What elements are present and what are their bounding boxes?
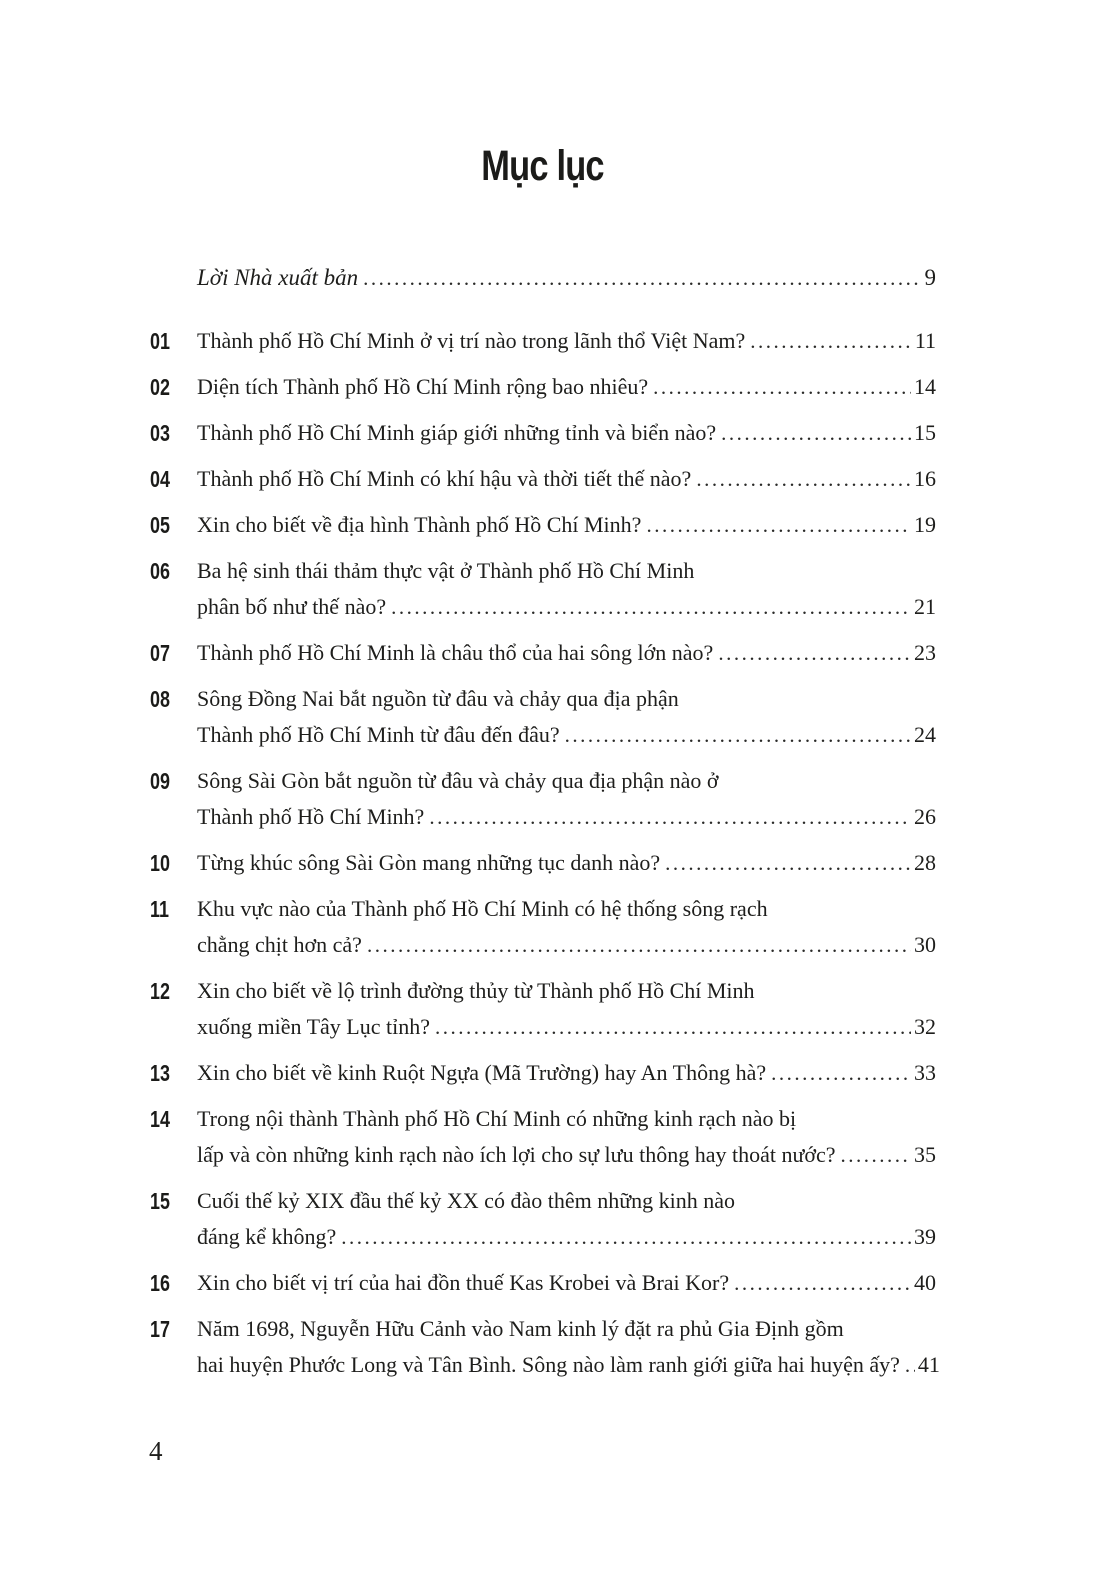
entry-line <box>197 635 936 671</box>
entry-line <box>197 799 936 835</box>
entry-line <box>197 1101 936 1137</box>
entry-text: lấp và còn những kinh rạch nào ích lợi cho sự lưu thông hay thoát nước? <box>197 1142 836 1167</box>
entry-page-number: 14 <box>914 374 936 399</box>
entry-line <box>197 681 936 717</box>
front-matter-page: 9 <box>924 265 936 290</box>
entry-text: Sông Sài Gòn bắt nguồn từ đâu và chảy qua địa phận nào ở <box>197 768 719 793</box>
entry-body <box>197 461 936 497</box>
entry-body <box>197 1265 936 1301</box>
entry-line <box>197 323 936 359</box>
entry-number: 12 <box>150 978 170 1004</box>
toc-entry <box>150 1055 936 1091</box>
dot-leader <box>718 635 911 671</box>
entry-body <box>197 681 936 753</box>
dot-leader <box>646 507 911 543</box>
entry-text: Thành phố Hồ Chí Minh giáp giới những tỉnh và biển nào? <box>197 420 717 445</box>
toc-entry <box>150 763 936 835</box>
entry-body <box>197 1311 940 1383</box>
entry-line <box>197 717 936 753</box>
entry-page-number: 28 <box>914 850 936 875</box>
entry-body <box>197 1183 936 1255</box>
entry-line <box>197 1183 936 1219</box>
entry-text: Xin cho biết về lộ trình đường thủy từ Thành phố Hồ Chí Minh <box>197 978 755 1003</box>
entry-body <box>197 891 936 963</box>
entry-line <box>197 461 936 497</box>
entry-number: 11 <box>150 896 169 922</box>
entry-number: 10 <box>150 850 170 876</box>
toc-entry <box>150 635 936 671</box>
entry-text: Năm 1698, Nguyễn Hữu Cảnh vào Nam kinh lý đặt ra phủ Gia Định gồm <box>197 1316 844 1341</box>
entry-text: Cuối thế kỷ XIX đầu thế kỷ XX có đào thêm những kinh nào <box>197 1188 736 1213</box>
entry-body <box>197 507 936 543</box>
entry-text: chằng chịt hơn cả? <box>197 932 362 957</box>
entry-line <box>197 763 936 799</box>
dot-leader <box>771 1055 911 1091</box>
dot-leader <box>429 799 911 835</box>
entry-text: phân bố như thế nào? <box>197 594 387 619</box>
dot-leader <box>734 1265 911 1301</box>
entry-body <box>197 635 936 671</box>
entry-line <box>197 369 936 405</box>
entry-text: hai huyện Phước Long và Tân Bình. Sông nào làm ranh giới giữa hai huyện ấy? <box>197 1352 900 1377</box>
toc-entry <box>150 1311 940 1383</box>
entry-number: 05 <box>150 512 170 538</box>
entry-line <box>197 1137 936 1173</box>
entry-number: 13 <box>150 1060 170 1086</box>
entry-text: xuống miền Tây Lục tỉnh? <box>197 1014 430 1039</box>
toc-entry <box>150 415 936 451</box>
toc-entry <box>150 1265 936 1301</box>
entry-text: Xin cho biết về địa hình Thành phố Hồ Chí Minh? <box>197 512 642 537</box>
front-matter-entry <box>150 260 936 296</box>
entry-text: đáng kể không? <box>197 1224 337 1249</box>
front-matter-label: Lời Nhà xuất bản <box>197 265 359 290</box>
toc-entry <box>150 461 936 497</box>
page-title: Mục lục <box>481 142 605 190</box>
entry-body <box>197 973 936 1045</box>
dot-leader <box>696 461 911 497</box>
entry-number: 02 <box>150 374 170 400</box>
entry-number: 09 <box>150 768 170 794</box>
entry-body <box>197 323 936 359</box>
entry-number: 07 <box>150 640 170 666</box>
entry-body <box>197 1101 936 1173</box>
entry-body <box>197 1055 936 1091</box>
entry-body <box>197 369 936 405</box>
toc-entry <box>150 553 936 625</box>
entry-text: Khu vực nào của Thành phố Hồ Chí Minh có hệ thống sông rạch <box>197 896 768 921</box>
footer-page-number: 4 <box>149 1436 163 1466</box>
toc-entry <box>150 369 936 405</box>
toc-entry <box>150 845 936 881</box>
dot-leader <box>565 717 911 753</box>
entry-number: 08 <box>150 686 170 712</box>
entry-text: Diện tích Thành phố Hồ Chí Minh rộng bao nhiêu? <box>197 374 649 399</box>
entry-page-number: 33 <box>914 1060 936 1085</box>
entry-text: Thành phố Hồ Chí Minh là châu thổ của hai sông lớn nào? <box>197 640 714 665</box>
entry-page-number: 15 <box>914 420 936 445</box>
entry-text: Trong nội thành Thành phố Hồ Chí Minh có những kinh rạch nào bị <box>197 1106 797 1131</box>
dot-leader <box>905 1347 915 1383</box>
entry-line <box>197 1009 936 1045</box>
dot-leader <box>367 927 911 963</box>
entry-text: Xin cho biết về kinh Ruột Ngựa (Mã Trường) hay An Thông hà? <box>197 1060 767 1085</box>
toc-content <box>150 0 940 1393</box>
entry-body <box>197 553 936 625</box>
toc-entry <box>150 1101 936 1173</box>
entry-line <box>197 1347 940 1383</box>
entry-page-number: 21 <box>914 594 936 619</box>
entry-line <box>197 553 936 589</box>
entry-page-number: 30 <box>914 932 936 957</box>
toc-entry <box>150 507 936 543</box>
entry-number: 04 <box>150 466 170 492</box>
entry-number: 14 <box>150 1106 170 1132</box>
entry-body <box>197 763 936 835</box>
dot-leader <box>665 845 911 881</box>
entry-line <box>197 415 936 451</box>
dot-leader <box>363 260 921 296</box>
entry-text: Thành phố Hồ Chí Minh ở vị trí nào trong lãnh thổ Việt Nam? <box>197 328 746 353</box>
entry-page-number: 35 <box>914 1142 936 1167</box>
entry-page-number: 39 <box>914 1224 936 1249</box>
dot-leader <box>341 1219 911 1255</box>
entry-page-number: 26 <box>914 804 936 829</box>
toc-entry <box>150 323 936 359</box>
entry-line <box>197 507 936 543</box>
entry-text: Xin cho biết vị trí của hai đồn thuế Kas Krobei và Brai Kor? <box>197 1270 730 1295</box>
entry-number: 03 <box>150 420 170 446</box>
toc-entry <box>150 973 936 1045</box>
entry-line <box>197 589 936 625</box>
entry-line <box>197 927 936 963</box>
entry-page-number: 40 <box>914 1270 936 1295</box>
entry-body <box>197 845 936 881</box>
entry-page-number: 41 <box>917 1352 940 1377</box>
entry-line <box>197 1055 936 1091</box>
entry-number: 17 <box>150 1316 170 1342</box>
entry-line <box>197 845 936 881</box>
toc-entry <box>150 681 936 753</box>
entry-page-number: 11 <box>914 328 936 353</box>
entry-text: Sông Đồng Nai bắt nguồn từ đâu và chảy qua địa phận <box>197 686 679 711</box>
dot-leader <box>435 1009 911 1045</box>
entry-text: Thành phố Hồ Chí Minh có khí hậu và thời tiết thế nào? <box>197 466 692 491</box>
toc-entries <box>150 323 940 1383</box>
entry-line <box>197 973 936 1009</box>
entry-line <box>197 1219 936 1255</box>
entry-text: Từng khúc sông Sài Gòn mang những tục danh nào? <box>197 850 661 875</box>
dot-leader <box>653 369 911 405</box>
entry-text: Thành phố Hồ Chí Minh từ đâu đến đâu? <box>197 722 560 747</box>
entry-number: 01 <box>150 328 170 354</box>
dot-leader <box>841 1137 911 1173</box>
toc-entry <box>150 891 936 963</box>
entry-body <box>197 415 936 451</box>
entry-line <box>197 891 936 927</box>
dot-leader <box>391 589 911 625</box>
dot-leader <box>750 323 912 359</box>
dot-leader <box>721 415 911 451</box>
page-title-wrap <box>150 142 936 198</box>
entry-number: 06 <box>150 558 170 584</box>
toc-entry <box>150 1183 936 1255</box>
entry-page-number: 24 <box>914 722 936 747</box>
entry-line <box>197 1265 936 1301</box>
entry-text: Ba hệ sinh thái thảm thực vật ở Thành phố Hồ Chí Minh <box>197 558 695 583</box>
entry-page-number: 19 <box>914 512 936 537</box>
entry-text: Thành phố Hồ Chí Minh? <box>197 804 425 829</box>
entry-line <box>197 1311 936 1347</box>
entry-page-number: 16 <box>914 466 936 491</box>
entry-page-number: 23 <box>914 640 936 665</box>
entry-number: 16 <box>150 1270 170 1296</box>
entry-page-number: 32 <box>914 1014 936 1039</box>
entry-number: 15 <box>150 1188 170 1214</box>
